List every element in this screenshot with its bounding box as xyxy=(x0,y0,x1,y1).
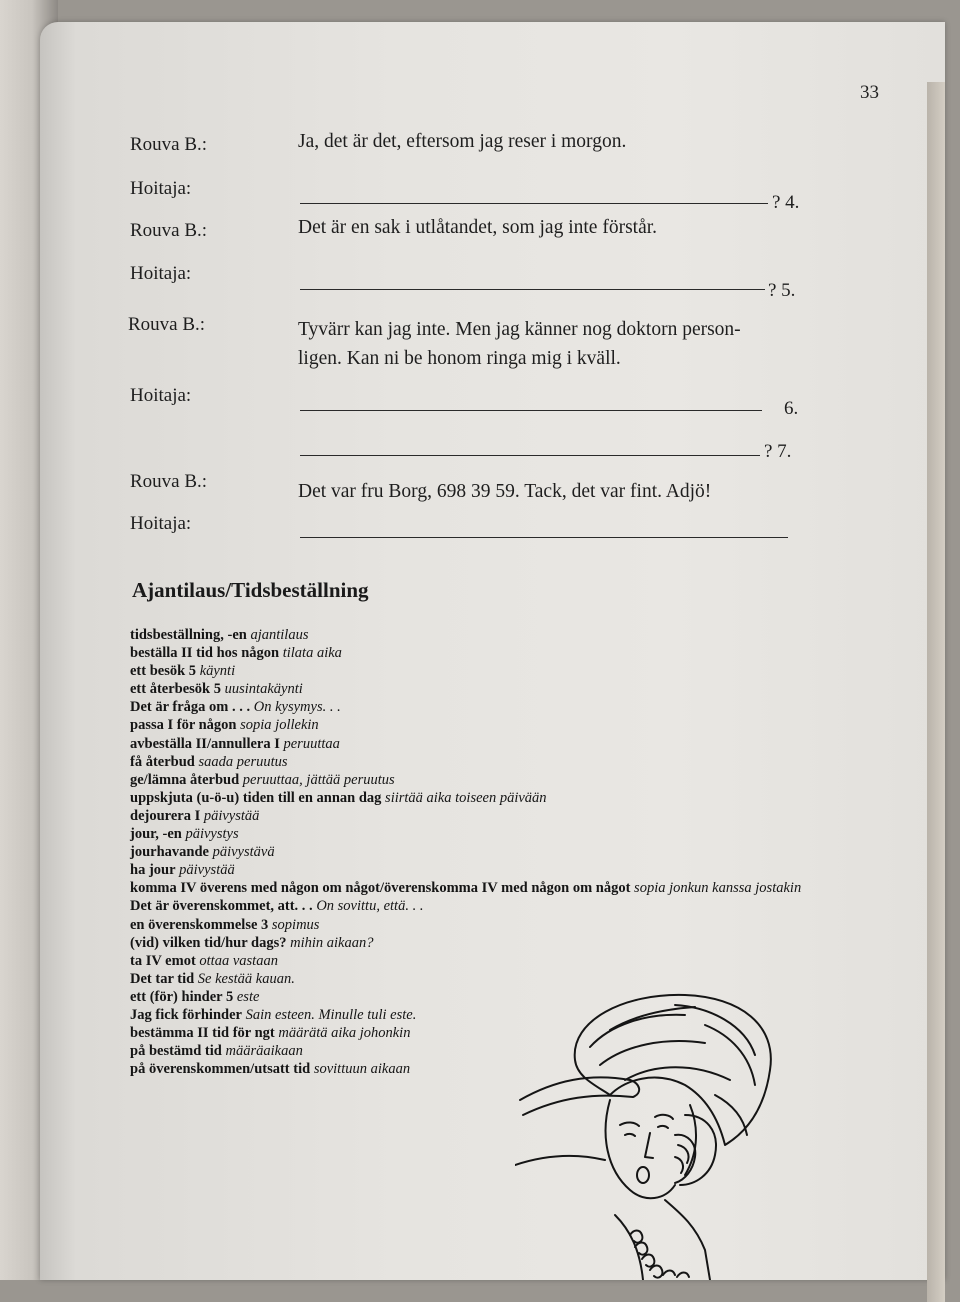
vocab-translation: käynti xyxy=(199,663,236,680)
speaker-label: Hoitaja: xyxy=(130,513,192,534)
vocab-translation: sovittuun aikaan xyxy=(313,1061,411,1078)
vocab-item xyxy=(130,825,810,843)
vocab-term: Det tar tid xyxy=(130,970,195,987)
vocab-translation: este xyxy=(236,988,260,1005)
vocab-item xyxy=(130,626,810,644)
dialogue-line: ligen. Kan ni be honom ringa mig i kväll. xyxy=(298,348,621,369)
vocab-term: (vid) vilken tid/hur dags? xyxy=(130,934,287,951)
vocab-item xyxy=(130,934,810,952)
speaker-label: Hoitaja: xyxy=(130,263,192,284)
vocab-term: ett besök 5 xyxy=(130,663,197,680)
answer-blank[interactable] xyxy=(300,289,765,290)
vocab-term: dejourera I xyxy=(130,807,201,824)
vocab-term: ge/lämna återbud xyxy=(130,771,240,788)
vocab-term: ett återbesök 5 xyxy=(130,681,222,698)
dialogue-line: Det är en sak i utlåtandet, som jag inte förstår. xyxy=(298,217,658,238)
vocab-item xyxy=(130,716,810,734)
vocab-item xyxy=(130,843,810,861)
vocab-item xyxy=(130,789,810,807)
vocab-item xyxy=(130,861,810,879)
vocab-translation: saada peruutus xyxy=(198,753,288,770)
vocab-term: jourhavande xyxy=(130,844,209,861)
vocab-translation: päivystää xyxy=(179,862,235,879)
answer-blank[interactable] xyxy=(300,455,760,456)
vocab-translation: päivystys xyxy=(185,826,239,843)
vocab-term: ha jour xyxy=(130,862,176,879)
vocab-translation: siirtää aika toiseen päivään xyxy=(385,789,547,806)
vocab-translation: peruuttaa xyxy=(283,735,340,752)
vocab-item xyxy=(130,680,810,698)
vocab-term: ta IV emot xyxy=(130,952,196,969)
vocab-term: passa I för någon xyxy=(130,717,237,734)
vocab-item xyxy=(130,897,810,915)
blank-number: ? 7. xyxy=(764,441,792,462)
answer-blank[interactable] xyxy=(300,410,762,411)
speaker-label: Hoitaja: xyxy=(130,385,192,406)
vocab-term: Det är fråga om . . . xyxy=(130,699,251,716)
speaker-label: Rouva B.: xyxy=(130,134,208,155)
vocab-term: på bestämd tid xyxy=(130,1043,222,1060)
answer-blank[interactable] xyxy=(300,537,788,538)
vocab-term: tidsbeställning, -en xyxy=(130,627,247,643)
vocab-translation: mihin aikaan? xyxy=(290,934,374,951)
vocab-term: få återbud xyxy=(130,753,195,770)
vocab-item xyxy=(130,753,810,771)
answer-blank[interactable] xyxy=(300,203,768,204)
page-number: 33 xyxy=(860,82,879,103)
vocab-term: ett (för) hinder 5 xyxy=(130,988,234,1005)
vocab-translation: päivystävä xyxy=(212,844,275,861)
vocab-translation: Se kestää kauan. xyxy=(197,970,295,987)
vocab-term: Jag fick förhinder xyxy=(130,1006,242,1023)
speaker-label: Rouva B.: xyxy=(128,314,206,335)
blank-number: 6. xyxy=(784,398,799,419)
vocab-term: komma IV överens med någon om något/överenskomma IV med någon om något xyxy=(130,880,631,897)
vocab-item xyxy=(130,952,810,970)
vocab-term: Det är överenskommet, att. . . xyxy=(130,898,313,915)
speaker-label: Rouva B.: xyxy=(130,220,208,241)
vocab-translation: On kysymys. . . xyxy=(253,699,341,716)
section-heading: Ajantilaus/Tidsbeställning xyxy=(132,578,369,602)
vocab-translation: määrätä aika johonkin xyxy=(278,1025,411,1042)
vocab-translation: Sain esteen. Minulle tuli este. xyxy=(245,1006,417,1023)
vocab-term: på överenskommen/utsatt tid xyxy=(130,1061,311,1078)
vocab-translation: sopia jonkun kanssa jostakin xyxy=(634,880,802,897)
vocab-translation: sopimus xyxy=(271,916,320,933)
vocab-translation: ajantilaus xyxy=(250,627,309,643)
vocab-translation: ottaa vastaan xyxy=(199,952,278,969)
vocab-translation: tilata aika xyxy=(282,645,342,662)
vocab-term: bestämma II tid för ngt xyxy=(130,1025,275,1042)
dialogue-line: Tyvärr kan jag inte. Men jag känner nog doktorn person- xyxy=(298,319,741,340)
speaker-label: Hoitaja: xyxy=(130,178,192,199)
woman-on-telephone-drawing xyxy=(515,985,790,1280)
blank-number: ? 5. xyxy=(768,280,796,301)
vocab-term: jour, -en xyxy=(130,826,182,843)
vocab-item xyxy=(130,698,810,716)
vocab-translation: sopia jollekin xyxy=(240,717,319,734)
vocab-item xyxy=(130,807,810,825)
vocab-translation: On sovittu, että. . . xyxy=(316,898,424,915)
vocab-translation: päivystää xyxy=(203,807,260,824)
vocab-term: en överenskommelse 3 xyxy=(130,916,269,933)
blank-number: ? 4. xyxy=(772,192,800,213)
vocab-translation: määräaikaan xyxy=(225,1043,303,1060)
vocab-item xyxy=(130,662,810,680)
vocab-item xyxy=(130,735,810,753)
vocab-item xyxy=(130,879,810,897)
speaker-label: Rouva B.: xyxy=(130,471,208,492)
vocab-item xyxy=(130,916,810,934)
dialogue-line: Ja, det är det, eftersom jag reser i morgon. xyxy=(298,131,627,152)
dialogue-line: Det var fru Borg, 698 39 59. Tack, det var fint. Adjö! xyxy=(298,481,712,502)
page-stack-edge xyxy=(927,82,945,1302)
vocab-term: avbeställa II/annullera I xyxy=(130,735,280,752)
vocab-item xyxy=(130,771,810,789)
vocab-translation: peruuttaa, jättää peruutus xyxy=(242,771,395,788)
vocab-item xyxy=(130,644,810,662)
vocab-translation: uusintakäynti xyxy=(224,681,303,698)
vocab-term: uppskjuta (u-ö-u) tiden till en annan dag xyxy=(130,789,382,806)
vocab-term: beställa II tid hos någon xyxy=(130,645,280,662)
